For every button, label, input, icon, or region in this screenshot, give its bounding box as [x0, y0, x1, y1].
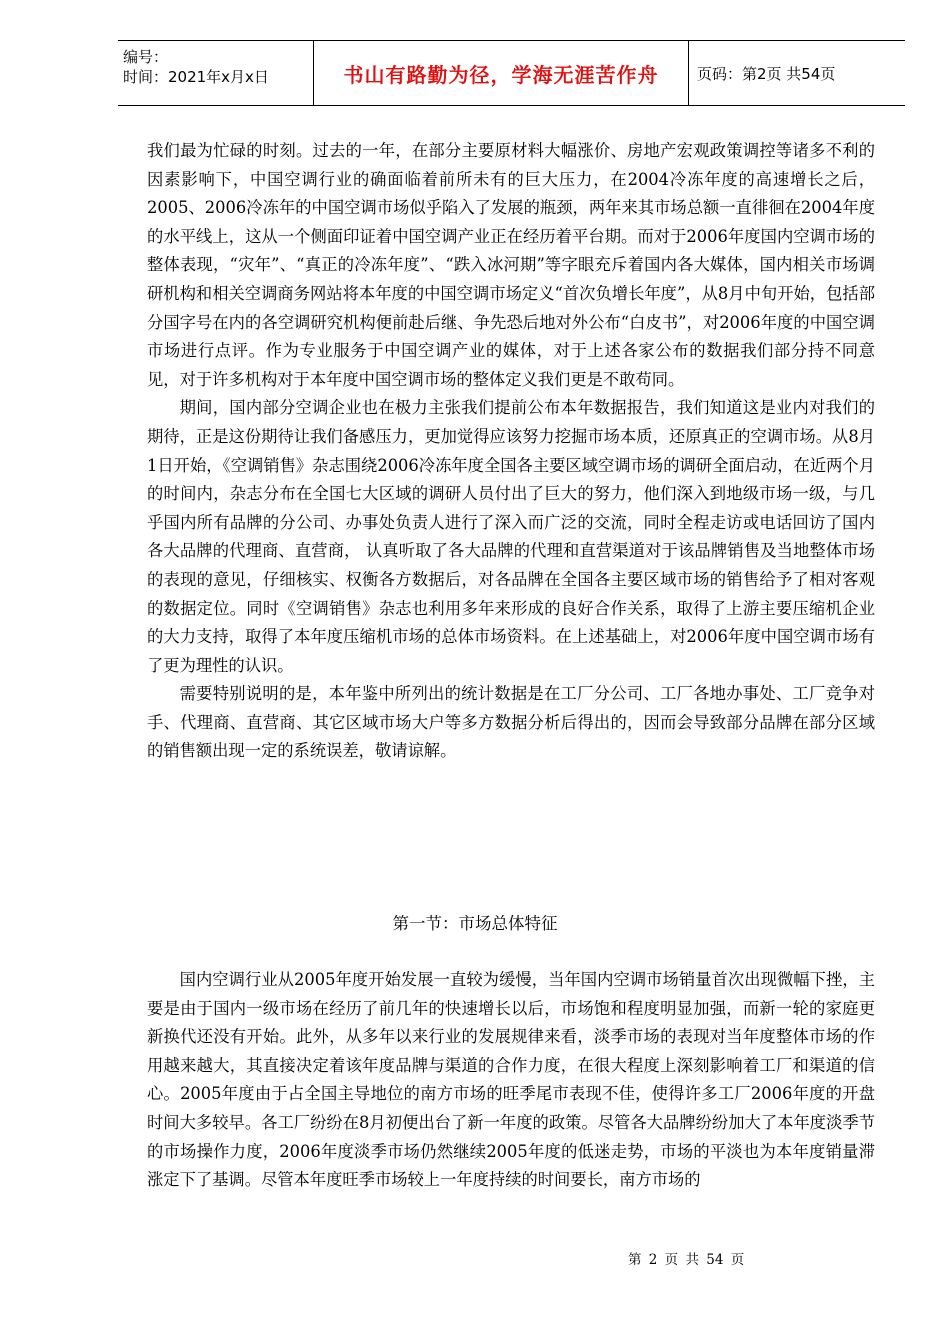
header-page-label: 页码：第2页 共54页: [697, 64, 836, 83]
header-meta: [118, 41, 314, 105]
header-page-cell: [689, 41, 905, 105]
page-header: [118, 40, 905, 106]
section-body: [147, 966, 875, 1195]
section-title: 第一节：市场总体特征: [392, 914, 558, 933]
doc-number-label: 编号：: [123, 48, 169, 66]
footer-page-number: 第 2 页 共 54 页: [628, 1252, 745, 1268]
paragraph-2: 期间，国内部分空调企业也在极力主张我们提前公布本年数据报告，我们知道这是业内对我们的期待，正是这份期待让我们备感压力，更加觉得应该努力挖掘市场本质，还原真正的空调市场。从8月1日开始，《空调销售》杂志围绕2006冷冻年度全国各主要区域空调市场的调研全面启动，在近两个月的时间内，杂志分布在全国七大区域的调研人员付出了巨大的努力，他们深入到地级市场一级，与几乎国内所有品牌的分公司、办事处负责人进行了深入而广泛的交流，同时全程走访或电话回访了国内各大品牌的代理商、直营商， 认真听取了各大品牌的代理和直营渠道对于该品牌销售及当地整体市场的表现的意见，仔细核实、权衡各方数据后，对各品牌在全国各主要区域市场的销售给予了相对客观的数据定位。同时《空调销售》杂志也利用多年来形成的良好合作关系，取得了上游主要压缩机企业的大力支持，取得了本年度压缩机市场的总体市场资料。在上述基础上，对2006年度中国空调市场有了更为理性的认识。: [147, 398, 875, 675]
body-text: [147, 137, 875, 766]
header-motto-cell: [314, 41, 689, 105]
section-paragraph: 国内空调行业从2005年度开始发展一直较为缓慢，当年国内空调市场销量首次出现微幅下挫，主要是由于国内一级市场在经历了前几年的快速增长以后，市场饱和程度明显加强，而新一轮的家庭更新换代还没有开始。此外，从多年以来行业的发展规律来看，淡季市场的表现对当年度整体市场的作用越来越大，其直接决定着该年度品牌与渠道的合作力度，在很大程度上深刻影响着工厂和渠道的信心。2005年度由于占全国主导地位的南方市场的旺季尾市表现不佳，使得许多工厂2006年度的开盘时间大多较早。各工厂纷纷在8月初便出台了新一年度的政策。尽管各大品牌纷纷加大了本年度淡季节的市场操作力度，2006年度淡季市场仍然继续2005年度的低迷走势，市场的平淡也为本年度销量滞涨定下了基调。尽管本年度旺季市场较上一年度持续的时间要长，南方市场的: [147, 970, 875, 1190]
doc-time-label: 时间：2021年x月x日: [123, 68, 269, 86]
paragraph-1: 我们最为忙碌的时刻。过去的一年，在部分主要原材料大幅涨价、房地产宏观政策调控等诸多不利的因素影响下，中国空调行业的确面临着前所未有的巨大压力，在2004冷冻年度的高速增长之后，2005、2006冷冻年的中国空调市场似乎陷入了发展的瓶颈，两年来其市场总额一直徘徊在2004年度的水平线上，这从一个侧面印证着中国空调产业正在经历着平台期。而对于2006年度国内空调市场的整体表现，“灾年”、“真正的冷冻年度”、“跌入冰河期”等字眼充斥着国内各大媒体，国内相关市场调研机构和相关空调商务网站将本年度的中国空调市场定义“首次负增长年度”，从8月中旬开始，包括部分国字号在内的各空调研究机构便前赴后继、争先恐后地对外公布“白皮书”，对2006年度的中国空调市场进行点评。作为专业服务于中国空调产业的媒体，对于上述各家公布的数据我们部分持不同意见，对于许多机构对于本年度中国空调市场的整体定义我们更是不敢苟同。: [147, 141, 875, 389]
header-motto: 书山有路勤为径，学海无涯苦作舟: [343, 62, 659, 87]
paragraph-3: 需要特别说明的是，本年鉴中所列出的统计数据是在工厂分公司、工厂各地办事处、工厂竞争对手、代理商、直营商、其它区域市场大户等多方数据分析后得出的，因而会导致部分品牌在部分区域的销售额出现一定的系统误差，敬请谅解。: [147, 684, 875, 761]
